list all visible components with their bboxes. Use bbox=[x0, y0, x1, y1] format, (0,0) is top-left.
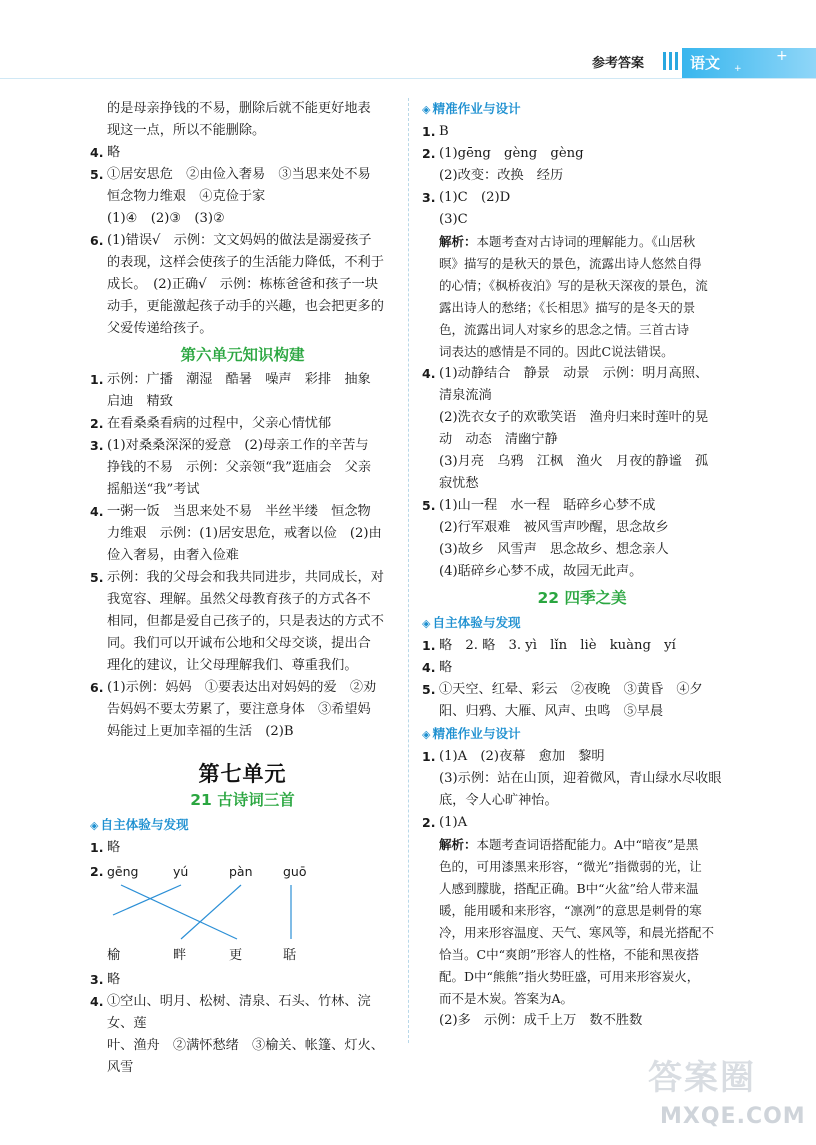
answer-item bbox=[422, 363, 742, 495]
answer-line: (3)C bbox=[439, 212, 468, 227]
answer-line: 风雪 bbox=[107, 1060, 134, 1075]
item-number: 2. bbox=[422, 146, 436, 161]
item-number: 3. bbox=[90, 972, 104, 987]
answer-line: 成长。 (2)正确√ 示例：栋栋爸爸和孩子一块 bbox=[107, 277, 379, 292]
answer-item bbox=[90, 837, 395, 859]
analysis-line: 的心情；《枫桥夜泊》写的是秋天深夜的景色，流 bbox=[439, 278, 708, 293]
header-section-label: 参考答案 bbox=[592, 56, 645, 71]
char-label: 更 bbox=[229, 948, 243, 963]
answer-item bbox=[90, 991, 395, 1079]
answer-item bbox=[90, 861, 395, 969]
answer-line: ①天空、红晕、彩云 ②夜晚 ③黄昏 ④夕 bbox=[439, 682, 703, 697]
answer-line: 启迪 精致 bbox=[107, 394, 173, 409]
answer-text: B bbox=[439, 124, 449, 139]
match-line bbox=[113, 885, 181, 915]
sparkle-icon: + bbox=[734, 64, 742, 74]
answer-line: 俭入奢易，由奢入俭难 bbox=[107, 548, 239, 563]
answer-line: (3)月亮 乌鸦 江枫 渔火 月夜的静谧 孤 bbox=[439, 454, 709, 469]
answer-item bbox=[90, 369, 395, 413]
lesson22-title: 22 四季之美 bbox=[537, 589, 627, 607]
answer-item bbox=[90, 501, 395, 567]
analysis-line: 色的，可用漆黑来形容，“微光”指微弱的光，让 bbox=[439, 859, 702, 874]
right-column bbox=[422, 98, 742, 1032]
answer-item bbox=[90, 413, 395, 435]
analysis-line: 暝》描写的是秋天的景色，流露出诗人悠然自得 bbox=[439, 256, 702, 271]
char-label: 畔 bbox=[173, 948, 187, 963]
section-heading-precise: ◈ 精准作业与设计 bbox=[422, 726, 521, 741]
item-number: 1. bbox=[90, 840, 104, 855]
item-number: 5. bbox=[422, 682, 436, 697]
continued-text: 现这一点，所以不能删除。 bbox=[107, 123, 266, 138]
answer-item bbox=[422, 635, 742, 657]
answer-item bbox=[422, 657, 742, 679]
item-number: 4. bbox=[422, 660, 436, 675]
answer-item bbox=[422, 679, 742, 723]
item-number: 2. bbox=[90, 864, 104, 879]
answer-item bbox=[422, 143, 742, 187]
analysis-line: 配。D中“熊熊”指火势旺盛，可用来形容炭火， bbox=[439, 969, 700, 984]
pinyin-label: pàn bbox=[229, 864, 253, 879]
answer-line: 挣钱的不易 示例：父亲领“我”逛庙会 父亲 bbox=[107, 460, 372, 475]
matching-diagram bbox=[107, 861, 395, 969]
analysis-line: 本题考查对古诗词的理解能力。《山居秋 bbox=[476, 234, 696, 249]
answer-text: 略 bbox=[107, 840, 121, 855]
item-number: 5. bbox=[422, 498, 436, 513]
answer-line: (1)C (2)D bbox=[439, 190, 511, 205]
unit6-heading: 第六单元知识构建 bbox=[180, 346, 305, 364]
analysis-line: 词表达的感情是不同的。因此C说法错误。 bbox=[439, 344, 674, 359]
answer-line: (2)行军艰难 被风雪声吵醒，思念故乡 bbox=[439, 520, 669, 535]
answer-line: 动 动态 清幽宁静 bbox=[439, 432, 558, 447]
answer-line: 我宽容、理解。虽然父母教育孩子的方式各不 bbox=[107, 592, 371, 607]
char-label: 聒 bbox=[283, 948, 297, 963]
diamond-icon: ◈ bbox=[422, 103, 431, 116]
analysis-line: 而不是木炭。答案为A。 bbox=[439, 991, 574, 1006]
section-heading-self: ◈ 自主体验与发现 bbox=[90, 817, 189, 832]
answer-line: (3)示例：站在山顶，迎着微风，青山绿水尽收眼 bbox=[439, 771, 722, 786]
answer-item bbox=[90, 435, 395, 501]
answer-line: 一粥一饭 当思来处不易 半丝半缕 恒念物 bbox=[107, 504, 371, 519]
answer-line: (4)聒碎乡心梦不成，故园无此声。 bbox=[439, 564, 643, 579]
answer-line: 恒念物力维艰 ④克俭于家 bbox=[107, 189, 266, 204]
item-number: 3. bbox=[422, 190, 436, 205]
answer-line: ①居安思危 ②由俭入奢易 ③当思来处不易 bbox=[107, 167, 371, 182]
section-heading-precise: ◈ 精准作业与设计 bbox=[422, 101, 521, 116]
answer-line: 示例：广播 潮湿 酷暑 噪声 彩排 抽象 bbox=[107, 372, 371, 387]
analysis-label: 解析： bbox=[439, 234, 477, 249]
answer-line: 底，令人心旷神怡。 bbox=[439, 793, 558, 808]
unit7-title: 第七单元 bbox=[198, 762, 287, 786]
answer-line: (1)山一程 水一程 聒碎乡心梦不成 bbox=[439, 498, 656, 513]
answer-line: (1)对桑桑深深的爱意 (2)母亲工作的辛苦与 bbox=[107, 438, 369, 453]
answer-line: (1)A bbox=[439, 815, 468, 830]
answer-line: (1)gēng gèng gèng bbox=[439, 146, 584, 161]
item-number: 1. bbox=[90, 372, 104, 387]
char-label: 榆 bbox=[107, 948, 121, 963]
answer-line: (1)A (2)夜幕 愈加 黎明 bbox=[439, 749, 605, 764]
analysis-line: 人感到朦胧，搭配正确。B中“火盆”给人带来温 bbox=[439, 881, 699, 896]
header-rule bbox=[0, 78, 816, 79]
answer-line: 动手，更能激起孩子动手的兴趣，也会把更多的 bbox=[107, 299, 384, 314]
analysis-line: 色，流露出词人对家乡的思念之情。三首古诗 bbox=[439, 322, 690, 337]
item-number: 1. bbox=[422, 124, 436, 139]
item-number: 2. bbox=[422, 815, 436, 830]
answer-line: (1)④ (2)③ (3)② bbox=[107, 211, 225, 226]
diamond-icon: ◈ bbox=[422, 617, 431, 630]
answer-item bbox=[90, 567, 395, 677]
column-divider bbox=[408, 98, 409, 1043]
analysis-block bbox=[439, 231, 742, 363]
analysis-line: 冷，用来形容温度、天气、寒风等，和晨光搭配不 bbox=[439, 925, 715, 940]
answer-line: 在看桑桑看病的过程中，父亲心情忧郁 bbox=[107, 416, 332, 431]
item-number: 5. bbox=[90, 167, 104, 182]
header-subject: 语文 bbox=[690, 54, 721, 72]
answer-line: (1)错误√ 示例：文文妈妈的做法是溺爱孩子 bbox=[107, 233, 372, 248]
answer-line: 父爱传递给孩子。 bbox=[107, 321, 213, 336]
answer-item bbox=[422, 187, 742, 363]
answer-line: 的表现，这样会使孩子的生活能力降低，不利于 bbox=[107, 255, 384, 270]
sparkle-icon: + bbox=[776, 48, 788, 64]
analysis-line: 暖，能用暖和来形容，“凛冽”的意思是刺骨的寒 bbox=[439, 903, 702, 918]
answer-line: (3)故乡 风雪声 思念故乡、想念亲人 bbox=[439, 542, 669, 557]
answer-line: (2)改变：改换 经历 bbox=[439, 168, 564, 183]
answer-item bbox=[90, 230, 395, 340]
answer-line: 同。我们可以开诚布公地和父母交谈，提出合 bbox=[107, 636, 371, 651]
answer-line: (1)动静结合 静景 动景 示例：明月高照、 bbox=[439, 366, 709, 381]
analysis-line: 恰当。C中“爽朗”形容人的性格，不能和黑夜搭 bbox=[439, 947, 699, 962]
answer-line: (2)洗衣女子的欢歌笑语 渔舟归来时莲叶的晃 bbox=[439, 410, 709, 425]
answer-line: 摇船送“我”考试 bbox=[107, 482, 200, 497]
continued-text: 的是母亲挣钱的不易，删除后就不能更好地表 bbox=[107, 101, 371, 116]
item-number: 4. bbox=[90, 504, 104, 519]
answer-line: (1)示例：妈妈 ①要表达出对妈妈的爱 ②劝 bbox=[107, 680, 377, 695]
match-line bbox=[181, 885, 241, 939]
pinyin-label: yú bbox=[173, 864, 189, 879]
match-lines bbox=[107, 883, 307, 943]
diamond-icon: ◈ bbox=[90, 819, 99, 832]
answer-line: 寂忧愁 bbox=[439, 476, 479, 491]
diamond-icon: ◈ bbox=[422, 728, 431, 741]
item-number: 2. bbox=[90, 416, 104, 431]
item-number: 4. bbox=[422, 366, 436, 381]
match-line bbox=[121, 885, 237, 939]
watermark-logo bbox=[648, 1050, 808, 1140]
answer-line: 清泉流淌 bbox=[439, 388, 492, 403]
answer-line: ①空山、明月、松树、清泉、石头、竹林、浣女、莲 bbox=[107, 994, 371, 1031]
answer-text: 略 bbox=[107, 145, 121, 160]
header-bars-decoration bbox=[660, 50, 682, 72]
answer-item bbox=[90, 677, 395, 743]
answer-line: 略 bbox=[439, 660, 453, 675]
answer-line: 示例：我的父母会和我共同进步，共同成长，对 bbox=[107, 570, 384, 585]
pinyin-label: gēng bbox=[107, 864, 139, 879]
answer-text: 略 bbox=[107, 972, 121, 987]
answer-line: 相同，但都是爱自己孩子的，只是表达的方式不 bbox=[107, 614, 384, 629]
answer-line: 妈能过上更加幸福的生活 (2)B bbox=[107, 724, 294, 739]
answer-item bbox=[422, 495, 742, 583]
item-number: 1. bbox=[422, 638, 436, 653]
answer-item bbox=[90, 969, 395, 991]
analysis-line: 露出诗人的愁绪；《长相思》描写的是冬天的景 bbox=[439, 300, 696, 315]
answer-item bbox=[422, 812, 742, 1032]
answer-line: 阳、归鸦、大雁、风声、虫鸣 ⑤早晨 bbox=[439, 704, 664, 719]
answer-line: 理化的建议，让父母理解我们、尊重我们。 bbox=[107, 658, 358, 673]
item-number: 4. bbox=[90, 145, 104, 160]
answer-line: 略 2. 略 3. yì lǐn liè kuàng yí bbox=[439, 638, 676, 653]
pinyin-label: guō bbox=[283, 864, 307, 879]
analysis-line: 本题考查词语搭配能力。A中“暗夜”是黑 bbox=[476, 837, 699, 852]
analysis-block bbox=[439, 834, 742, 1010]
watermark-url: MXQE.COM bbox=[660, 1104, 806, 1129]
answer-line: 叶、渔舟 ②满怀愁绪 ③榆关、帐篷、灯火、 bbox=[107, 1038, 384, 1053]
answer-item bbox=[422, 121, 742, 143]
answer-item bbox=[90, 164, 395, 230]
item-number: 3. bbox=[90, 438, 104, 453]
item-number: 6. bbox=[90, 680, 104, 695]
lesson21-title: 21 古诗词三首 bbox=[190, 791, 295, 809]
watermark-text: 答案圈 bbox=[648, 1058, 756, 1098]
answer-line: (2)多 示例：成千上万 数不胜数 bbox=[439, 1013, 643, 1028]
section-heading-self: ◈ 自主体验与发现 bbox=[422, 615, 521, 630]
left-column bbox=[90, 98, 395, 1079]
answer-line: 告妈妈不要太劳累了，要注意身体 ③希望妈 bbox=[107, 702, 371, 717]
answer-line: 力维艰 示例：(1)居安思危，戒奢以俭 (2)由 bbox=[107, 526, 382, 541]
analysis-label: 解析： bbox=[439, 837, 477, 852]
answer-item bbox=[422, 746, 742, 812]
item-number: 5. bbox=[90, 570, 104, 585]
item-number: 1. bbox=[422, 749, 436, 764]
item-number: 4. bbox=[90, 994, 104, 1009]
item-number: 6. bbox=[90, 233, 104, 248]
answer-item bbox=[90, 142, 395, 164]
